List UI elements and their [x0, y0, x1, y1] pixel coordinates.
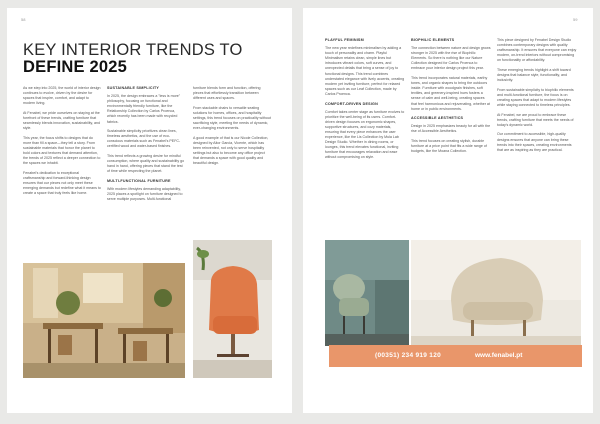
- paragraph: From stackable chairs to versatile seating solutions for homes, offices, and hospitality settings, this trend focuses on practicality without sacrificing style, meeting the needs of dynamic, ever-changing environments.: [193, 105, 271, 131]
- text-column-2: [107, 86, 185, 207]
- contact-banner: [329, 345, 582, 367]
- paragraph: With modern lifestyles demanding adaptability, 2025 places a spotlight on furniture designed to serve multiple purposes. Multi-functional: [107, 187, 183, 202]
- left-page: [7, 8, 292, 413]
- paragraph: Our commitment to accessible, high-quality designs ensures that anyone can bring these trends into their spaces, creating environments that are as inspiring as they are practical.: [497, 132, 572, 152]
- paragraph: This trend reflects a growing desire for mindful consumption, where quality and sustainability go hand in hand, offering pieces that stand the test of time while respecting the planet.: [107, 154, 185, 174]
- right-page: [303, 8, 593, 413]
- orange-armchair-photo: [193, 240, 272, 378]
- paragraph: At Fenabel, we are proud to embrace these trends, crafting furniture that meets the needs of today's dynamic world.: [497, 112, 574, 127]
- paragraph: As we step into 2025, the world of interior design continues to evolve, driven by the desire for spaces that inspire, comfort, and adapt to modern living.: [23, 86, 101, 106]
- text-column-1: [325, 38, 405, 165]
- paragraph: This piece designed by Fenabel Design Studio combines contemporary designs with quality craftsmanship. It ensures that everyone can enjoy modern, on-trend interiors without compromising on functionality or affordability.: [497, 38, 577, 63]
- section-heading: ACCESSIBLE AESTHETICS: [411, 116, 464, 121]
- dining-interior-photo: [23, 263, 185, 378]
- paragraph: The connection between nature and design grows stronger in 2025 with the rise of Biophilic Elements. So there is nothing like our Nature Collection designed for Carlos Proenca to embrace your interior design project this year.: [411, 46, 491, 71]
- paragraph: This trend incorporates natural materials, earthy tones, and organic shapes to bring the outdoors inside. Furniture with woodgrain finishes, soft textiles, and greenery-inspired hues fosters a sense of calm and well-being, creating spaces that feel harmonious and rejuvenating, whether at home or in public environments.: [411, 76, 490, 111]
- text-column-2: [411, 38, 491, 159]
- paragraph: At Fenabel, we pride ourselves on staying at the forefront of these trends, crafting furniture that seamlessly blends innovation, sustainability, and style.: [23, 110, 101, 131]
- lounge-chair-photo: [411, 240, 581, 346]
- paragraph: A good example of that is our Nicole Collection, designed by Aitor Garcia, Vicente, which has been reinvented, not only to serve hospitality settings but also to become any office project that demands a space with good quality and beautiful design.: [193, 135, 269, 166]
- text-column-3: [193, 86, 271, 171]
- page-number: 58: [21, 17, 26, 22]
- section-heading: PLAYFUL FEMINISM: [325, 38, 364, 42]
- website-link[interactable]: www.fenabel.pt: [475, 352, 523, 359]
- title-line-2: DEFINE 2025: [23, 58, 127, 76]
- paragraph: This year, the focus shifts to designs that do more than fill a space—they tell a story. From sustainable materials that honor the planet to bold colors and textures that demand attention, the trends of 2025 reflect a deeper connection to the spaces we inhabit.: [23, 135, 101, 166]
- title-line-1: KEY INTERIOR TRENDS TO: [23, 41, 243, 59]
- paragraph: Sustainable simplicity prioritizes clean lines, timeless aesthetics, and the use of eco-conscious materials such as Fenabel's PEFC-certified wood and water-based finishes.: [107, 129, 181, 149]
- section-heading: BIOPHILIC ELEMENTS: [411, 38, 455, 42]
- paragraph: furniture blends form and function, offering pieces that effortlessly transition between different uses and spaces.: [193, 86, 261, 101]
- intro-column: [23, 86, 101, 201]
- paragraph: From sustainable simplicity to biophilic elements and multi-functional furniture, the focus is on creating spaces that adapt to modern lifestyles while staying connected to timeless principles.: [497, 87, 574, 108]
- paragraph: In 2025, the design embraces a "less is more" philosophy, focusing on functional and environmentally friendly furniture, like the Relationship Collection by Carlos Proenca, which recently has been made with recycled fabrics.: [107, 94, 181, 124]
- paragraph: These emerging trends highlight a shift toward designs that balance style, functionality, and inclusivity.: [497, 67, 571, 83]
- green-chair-photo: [325, 240, 409, 346]
- paragraph: Fenabel's dedication to exceptional craftsmanship and forward-thinking design ensures that our pieces not only meet these emerging demands but redefine what it means to create a space that truly feels like home.: [23, 170, 101, 196]
- text-column-3: [497, 38, 577, 157]
- section-heading: MULTI-FUNCTIONAL FURNITURE: [107, 178, 171, 183]
- phone-number: (00351) 234 919 120: [375, 352, 442, 359]
- page-title: [23, 42, 243, 76]
- page-number: 59: [573, 17, 578, 22]
- paragraph: This trend focuses on creating stylish, durable furniture at a price point that fits a wide range of budgets, like the Moana Collection.: [411, 139, 487, 154]
- paragraph: Comfort takes center stage as furniture evolves to prioritize the well-being of its users. Comfort-driven design focuses on ergonomic shapes, supportive structures, and cozy materials, ensuring that every piece enhances the user experience, like the Lis Collection by Mula Lab Design Studio. Whether in dining rooms, or lounges, this trend elevates functional, inviting furniture that encourages relaxation and ease without compromising on style.: [325, 109, 405, 160]
- section-heading: COMFORT-DRIVEN DESIGN: [325, 101, 378, 106]
- paragraph: The new year redefines minimalism by adding a touch of personality and charm. Playful Minimalism retains clean, simple lines but introduces vibrant colors, soft curves, and unexpected details that bring a sense of joy to functional designs. This trend combines understated elegance with lively accents, creating modern yet inviting furniture, perfect for relaxed spaces such as our Leaf Collection, made by Carlos Proenca.: [325, 46, 405, 96]
- section-heading: SUSTAINABLE SIMPLICITY: [107, 86, 160, 90]
- paragraph: Design in 2025 emphasizes beauty for all with the rise of Accessible Aesthetics.: [411, 124, 491, 134]
